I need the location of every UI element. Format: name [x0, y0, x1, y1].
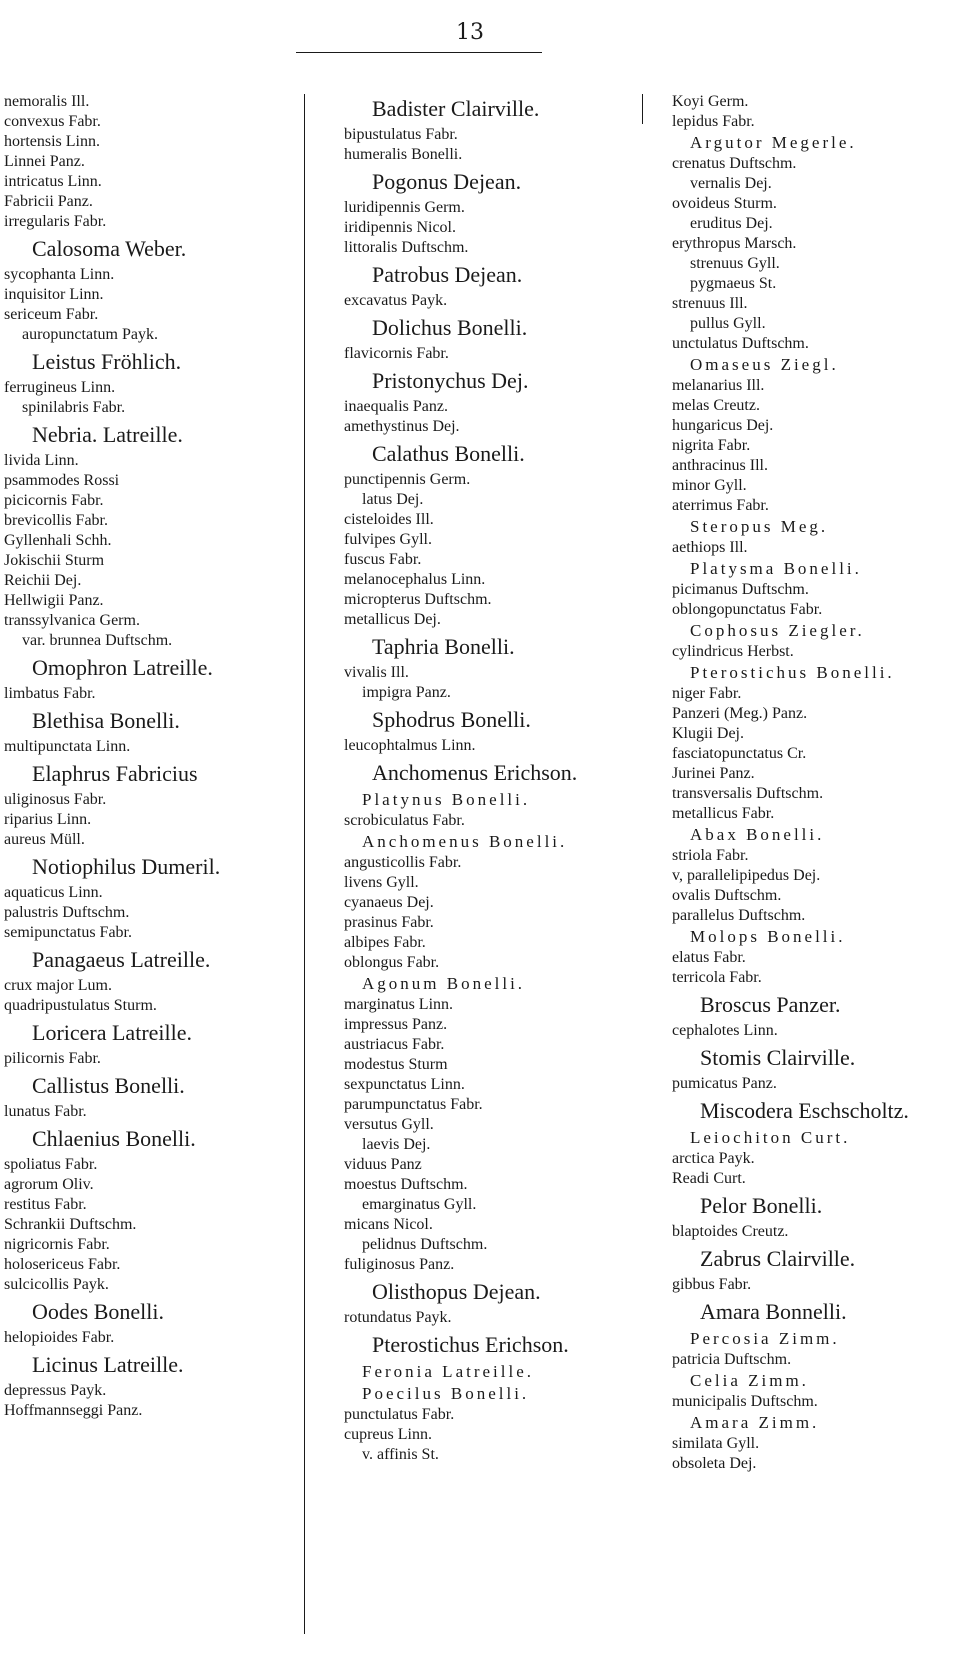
species-entry: aquaticus Linn.	[4, 884, 103, 901]
species-entry: pumicatus Panz.	[672, 1075, 777, 1092]
subgenus-heading: Feronia Latreille.	[362, 1362, 535, 1381]
genus-heading: Olisthopus Dejean.	[372, 1279, 541, 1304]
species-entry: pygmaeus St.	[690, 275, 777, 292]
species-entry: patricia Duftschm.	[672, 1351, 792, 1368]
species-entry: crux major Lum.	[4, 977, 112, 994]
species-entry: anthracinus Ill.	[672, 457, 768, 474]
species-entry: v. affinis St.	[362, 1446, 439, 1463]
species-entry: fuscus Fabr.	[344, 551, 422, 568]
genus-heading: Calathus Bonelli.	[372, 441, 525, 466]
species-entry: leucophtalmus Linn.	[344, 737, 476, 754]
genus-heading: Calosoma Weber.	[32, 236, 187, 261]
species-entry: fasciatopunctatus Cr.	[672, 745, 807, 762]
species-entry: helopioides Fabr.	[4, 1329, 115, 1346]
species-entry: emarginatus Gyll.	[362, 1196, 477, 1213]
species-entry: semipunctatus Fabr.	[4, 924, 132, 941]
species-entry: punctulatus Fabr.	[344, 1406, 455, 1423]
genus-heading: Chlaenius Bonelli.	[32, 1126, 196, 1151]
species-entry: Linnei Panz.	[4, 153, 85, 170]
species-entry: auropunctatum Payk.	[22, 326, 158, 343]
species-entry: amethystinus Dej.	[344, 418, 460, 435]
species-entry: hortensis Linn.	[4, 133, 100, 150]
species-entry: impigra Panz.	[362, 684, 451, 701]
subgenus-heading: Agonum Bonelli.	[362, 974, 526, 993]
species-entry: unctulatus Duftschm.	[672, 335, 809, 352]
subgenus-heading: Molops Bonelli.	[690, 927, 846, 946]
species-entry: iridipennis Nicol.	[344, 219, 456, 236]
species-entry: cisteloides Ill.	[344, 511, 434, 528]
species-entry: metallicus Dej.	[344, 611, 441, 628]
species-entry: nigrita Fabr.	[672, 437, 751, 454]
species-entry: versutus Gyll.	[344, 1116, 434, 1133]
column-divider	[304, 94, 305, 1634]
species-entry: quadripustulatus Sturm.	[4, 997, 157, 1014]
species-entry: picimanus Duftschm.	[672, 581, 809, 598]
species-entry: crenatus Duftschm.	[672, 155, 797, 172]
species-entry: livens Gyll.	[344, 874, 419, 891]
species-entry: limbatus Fabr.	[4, 685, 96, 702]
subgenus-heading: Celia Zimm.	[690, 1371, 809, 1390]
species-entry: sycophanta Linn.	[4, 266, 115, 283]
species-entry: prasinus Fabr.	[344, 914, 434, 931]
species-entry: riparius Linn.	[4, 811, 92, 828]
column-1	[4, 92, 300, 1421]
species-entry: Hoffmannseggi Panz.	[4, 1402, 143, 1419]
species-entry: excavatus Payk.	[344, 292, 448, 309]
species-entry: Fabricii Panz.	[4, 193, 93, 210]
genus-heading: Dolichus Bonelli.	[372, 315, 528, 340]
genus-heading: Anchomenus Erichson.	[372, 760, 578, 785]
species-entry: fuliginosus Panz.	[344, 1256, 455, 1273]
species-entry: multipunctata Linn.	[4, 738, 131, 755]
species-entry: austriacus Fabr.	[344, 1036, 445, 1053]
genus-heading: Badister Clairville.	[372, 96, 540, 121]
species-entry: lunatus Fabr.	[4, 1103, 87, 1120]
genus-heading: Amara Bonnelli.	[700, 1299, 847, 1324]
species-entry: v, parallelipipedus Dej.	[672, 867, 821, 884]
species-entry: viduus Panz	[344, 1156, 422, 1173]
species-entry: marginatus Linn.	[344, 996, 454, 1013]
genus-heading: Miscodera Eschscholtz.	[700, 1098, 909, 1123]
genus-heading: Loricera Latreille.	[32, 1020, 193, 1045]
species-entry: Koyi Germ.	[672, 93, 749, 110]
genus-heading: Sphodrus Bonelli.	[372, 707, 531, 732]
genus-heading: Broscus Panzer.	[700, 992, 841, 1017]
species-entry: aterrimus Fabr.	[672, 497, 769, 514]
genus-heading: Licinus Latreille.	[32, 1352, 184, 1377]
species-entry: impressus Panz.	[344, 1016, 448, 1033]
species-entry: picicornis Fabr.	[4, 492, 104, 509]
subgenus-heading: Pterostichus Bonelli.	[690, 663, 895, 682]
species-entry: eruditus Dej.	[690, 215, 773, 232]
species-entry: transsylvanica Germ.	[4, 612, 140, 629]
subgenus-heading: Platynus Bonelli.	[362, 790, 531, 809]
genus-heading: Blethisa Bonelli.	[32, 708, 180, 733]
species-entry: elatus Fabr.	[672, 949, 746, 966]
species-entry: obsoleta Dej.	[672, 1455, 757, 1472]
species-entry: nemoralis Ill.	[4, 93, 90, 110]
species-entry: cylindricus Herbst.	[672, 643, 794, 660]
species-entry: spinilabris Fabr.	[22, 399, 126, 416]
species-entry: strenuus Ill.	[672, 295, 748, 312]
genus-heading: Leistus Fröhlich.	[32, 349, 182, 374]
column-3	[672, 92, 958, 1474]
species-entry: Hellwigii Panz.	[4, 592, 104, 609]
genus-heading: Patrobus Dejean.	[372, 262, 523, 287]
species-entry: rotundatus Payk.	[344, 1309, 452, 1326]
subgenus-heading: Platysma Bonelli.	[690, 559, 862, 578]
species-entry: Jurinei Panz.	[672, 765, 755, 782]
species-entry: psammodes Rossi	[4, 472, 120, 489]
genus-heading: Pogonus Dejean.	[372, 169, 522, 194]
species-entry: irregularis Fabr.	[4, 213, 107, 230]
species-entry: palustris Duftschm.	[4, 904, 130, 921]
species-entry: scrobiculatus Fabr.	[344, 812, 465, 829]
genus-heading: Nebria. Latreille.	[32, 422, 183, 447]
species-entry: aethiops Ill.	[672, 539, 748, 556]
species-entry: hungaricus Dej.	[672, 417, 774, 434]
species-entry: modestus Sturm	[344, 1056, 448, 1073]
species-entry: pelidnus Duftschm.	[362, 1236, 488, 1253]
species-entry: arctica Payk.	[672, 1150, 755, 1167]
species-entry: bipustulatus Fabr.	[344, 126, 458, 143]
subgenus-heading: Poecilus Bonelli.	[362, 1384, 530, 1403]
species-entry: lepidus Fabr.	[672, 113, 755, 130]
species-entry: depressus Payk.	[4, 1382, 107, 1399]
species-entry: punctipennis Germ.	[344, 471, 471, 488]
species-entry: Klugii Dej.	[672, 725, 744, 742]
column-2	[344, 92, 640, 1465]
species-entry: ovalis Duftschm.	[672, 887, 782, 904]
species-entry: ferrugineus Linn.	[4, 379, 116, 396]
subgenus-heading: Leiochiton Curt.	[690, 1128, 851, 1147]
subgenus-heading: Percosia Zimm.	[690, 1329, 840, 1348]
genus-heading: Oodes Bonelli.	[32, 1299, 164, 1324]
species-entry: gibbus Fabr.	[672, 1276, 752, 1293]
species-entry: inaequalis Panz.	[344, 398, 448, 415]
species-entry: niger Fabr.	[672, 685, 742, 702]
species-entry: strenuus Gyll.	[690, 255, 780, 272]
species-entry: sulcicollis Payk.	[4, 1276, 109, 1293]
species-entry: parumpunctatus Fabr.	[344, 1096, 483, 1113]
species-entry: pullus Gyll.	[690, 315, 766, 332]
species-entry: livida Linn.	[4, 452, 79, 469]
species-entry: Schrankii Duftschm.	[4, 1216, 137, 1233]
species-entry: intricatus Linn.	[4, 173, 102, 190]
species-entry: moestus Duftschm.	[344, 1176, 468, 1193]
genus-heading: Panagaeus Latreille.	[32, 947, 211, 972]
species-entry: micans Nicol.	[344, 1216, 433, 1233]
species-entry: inquisitor Linn.	[4, 286, 104, 303]
species-entry: cyanaeus Dej.	[344, 894, 434, 911]
species-entry: sexpunctatus Linn.	[344, 1076, 465, 1093]
species-entry: littoralis Duftschm.	[344, 239, 469, 256]
species-entry: transversalis Duftschm.	[672, 785, 824, 802]
species-entry: erythropus Marsch.	[672, 235, 797, 252]
header-rule	[296, 52, 542, 53]
species-entry: laevis Dej.	[362, 1136, 431, 1153]
species-entry: nigricornis Fabr.	[4, 1236, 110, 1253]
species-entry: spoliatus Fabr.	[4, 1156, 98, 1173]
genus-heading: Omophron Latreille.	[32, 655, 213, 680]
species-entry: parallelus Duftschm.	[672, 907, 806, 924]
genus-heading: Stomis Clairville.	[700, 1045, 856, 1070]
species-entry: vivalis Ill.	[344, 664, 409, 681]
species-entry: sericeum Fabr.	[4, 306, 99, 323]
genus-heading: Callistus Bonelli.	[32, 1073, 185, 1098]
subgenus-heading: Anchomenus Bonelli.	[362, 832, 568, 851]
genus-heading: Elaphrus Fabricius	[32, 761, 198, 786]
species-entry: angusticollis Fabr.	[344, 854, 462, 871]
species-entry: latus Dej.	[362, 491, 424, 508]
genus-heading: Zabrus Clairville.	[700, 1246, 856, 1271]
species-entry: oblongus Fabr.	[344, 954, 440, 971]
species-entry: melas Creutz.	[672, 397, 760, 414]
species-entry: aureus Müll.	[4, 831, 85, 848]
species-entry: melanarius Ill.	[672, 377, 765, 394]
species-entry: cephalotes Linn.	[672, 1022, 778, 1039]
genus-heading: Pristonychus Dej.	[372, 368, 529, 393]
species-entry: terricola Fabr.	[672, 969, 762, 986]
subgenus-heading: Steropus Meg.	[690, 517, 829, 536]
species-entry: var. brunnea Duftschm.	[22, 632, 173, 649]
subgenus-heading: Omaseus Ziegl.	[690, 355, 839, 374]
species-entry: uliginosus Fabr.	[4, 791, 107, 808]
species-entry: flavicornis Fabr.	[344, 345, 449, 362]
species-entry: humeralis Bonelli.	[344, 146, 463, 163]
subgenus-heading: Cophosus Ziegler.	[690, 621, 865, 640]
subgenus-heading: Abax Bonelli.	[690, 825, 825, 844]
species-entry: brevicollis Fabr.	[4, 512, 108, 529]
species-entry: similata Gyll.	[672, 1435, 760, 1452]
species-entry: Reichii Dej.	[4, 572, 82, 589]
species-entry: luridipennis Germ.	[344, 199, 465, 216]
genus-heading: Pterostichus Erichson.	[372, 1332, 569, 1357]
species-entry: restitus Fabr.	[4, 1196, 87, 1213]
species-entry: melanocephalus Linn.	[344, 571, 486, 588]
species-entry: micropterus Duftschm.	[344, 591, 492, 608]
species-entry: pilicornis Fabr.	[4, 1050, 101, 1067]
species-entry: albipes Fabr.	[344, 934, 426, 951]
species-entry: Readi Curt.	[672, 1170, 746, 1187]
genus-heading: Taphria Bonelli.	[372, 634, 515, 659]
species-entry: fulvipes Gyll.	[344, 531, 432, 548]
species-entry: blaptoides Creutz.	[672, 1223, 789, 1240]
column-divider	[642, 94, 643, 124]
subgenus-heading: Amara Zimm.	[690, 1413, 820, 1432]
genus-heading: Pelor Bonelli.	[700, 1193, 823, 1218]
species-entry: agrorum Oliv.	[4, 1176, 94, 1193]
species-entry: cupreus Linn.	[344, 1426, 432, 1443]
species-entry: minor Gyll.	[672, 477, 747, 494]
species-entry: Panzeri (Meg.) Panz.	[672, 705, 808, 722]
species-entry: Jokischii Sturm	[4, 552, 105, 569]
subgenus-heading: Argutor Megerle.	[690, 133, 857, 152]
species-entry: ovoideus Sturm.	[672, 195, 777, 212]
species-entry: holosericeus Fabr.	[4, 1256, 121, 1273]
species-entry: oblongopunctatus Fabr.	[672, 601, 823, 618]
species-entry: vernalis Dej.	[690, 175, 772, 192]
species-entry: convexus Fabr.	[4, 113, 101, 130]
genus-heading: Notiophilus Dumeril.	[32, 854, 221, 879]
page-number: 13	[456, 20, 484, 45]
species-entry: striola Fabr.	[672, 847, 749, 864]
species-entry: municipalis Duftschm.	[672, 1393, 818, 1410]
species-entry: metallicus Fabr.	[672, 805, 775, 822]
species-entry: Gyllenhali Schh.	[4, 532, 112, 549]
